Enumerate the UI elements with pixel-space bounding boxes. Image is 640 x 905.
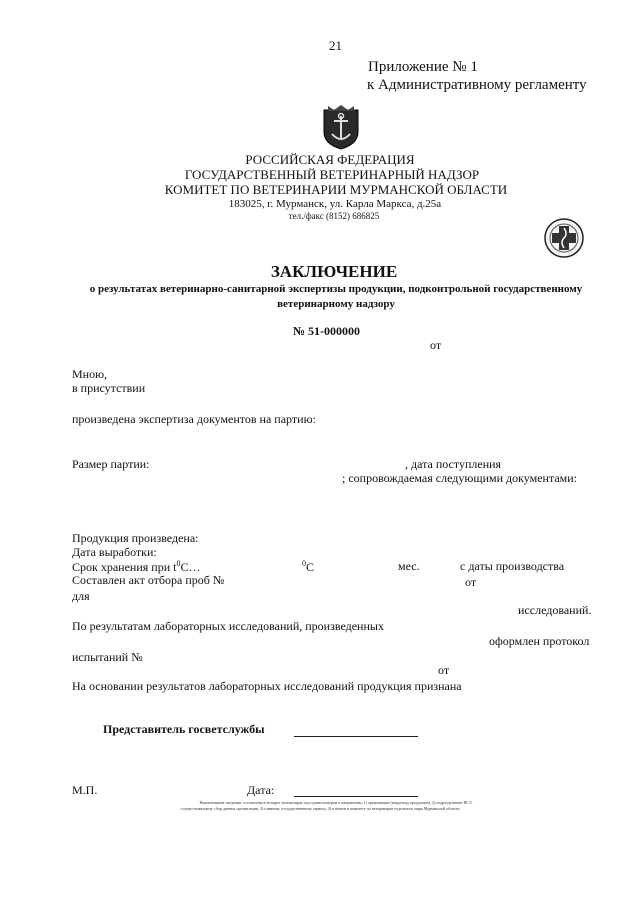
sampling-act-label: Составлен акт отбора проб № — [72, 573, 225, 587]
storage-term-text: Срок хранения при t — [72, 560, 177, 574]
tests-from-label: от — [438, 663, 450, 677]
footnote-line-2: осуществляющему сбор данных организации, 3) главному государственному сервису, 4) в нашем в комитете по ветеринарии отдельного мира Мурманской области — [180, 806, 460, 811]
header-phone: тел./факс (8152) 686825 — [288, 211, 380, 221]
page-number: 21 — [329, 38, 342, 53]
document-subtitle-line-2: ветеринарному надзору — [277, 298, 395, 310]
temperature-degree: 0 — [302, 559, 306, 568]
document-number: № 51-000000 — [293, 324, 361, 338]
months-label: мес. — [398, 559, 420, 573]
mnoyu-label: Мною, — [72, 367, 108, 381]
vet-service-emblem — [543, 217, 585, 259]
accompanied-docs-label: ; сопровождаемая следующими документами: — [342, 471, 578, 485]
expertise-label: произведена экспертиза документов на партию: — [72, 412, 316, 426]
tests-label: испытаний № — [72, 650, 143, 664]
header-committee: КОМИТЕТ ПО ВЕТЕРИНАРИИ МУРМАНСКОЙ ОБЛАСТИ — [164, 182, 508, 197]
document-from-label: от — [430, 338, 442, 352]
lab-results-label: По результатам лабораторных исследований, произведенных — [72, 619, 384, 633]
representative-label: Представитель госветслужбы — [103, 722, 265, 736]
temperature-unit: С — [306, 560, 315, 574]
header-country: РОССИЙСКАЯ ФЕДЕРАЦИЯ — [245, 152, 415, 167]
lot-size-label: Размер партии: — [72, 457, 150, 471]
footnote-line-1: Наименование сведения: составлены в четырех экземплярах под одним номером и направлены: 1) организации (владельцу продукции), 2) подразделению ВСЭ, — [199, 800, 473, 805]
header-service: ГОСУДАРСТВЕННЫЙ ВЕТЕРИНАРНЫЙ НАДЗОР — [184, 167, 480, 182]
document-subtitle-line-1: о результатах ветеринарно-санитарной экспертизы продукции, подконтрольной государственному — [89, 283, 583, 295]
storage-term-unit: С… — [180, 560, 201, 574]
document-title: ЗАКЛЮЧЕНИЕ — [270, 262, 398, 281]
header-address: 183025, г. Мурманск, ул. Карла Маркса, д.25а — [228, 198, 442, 210]
appendix-line-2: к Административному регламенту — [367, 77, 587, 93]
for-label: для — [72, 589, 90, 603]
appendix-line-1: Приложение № 1 — [368, 59, 478, 75]
production-date-label: Дата выработки: — [72, 545, 157, 559]
presence-label: в присутствии — [72, 381, 146, 395]
date-label: Дата: — [247, 783, 275, 797]
research-label: исследований. — [518, 603, 592, 617]
representative-signature-line[interactable] — [294, 736, 418, 737]
arrival-date-label: , дата поступления — [405, 457, 502, 471]
date-signature-line[interactable] — [294, 796, 418, 797]
protocol-label: оформлен протокол — [489, 634, 590, 648]
conclusion-label: На основании результатов лабораторных исследований продукция признана — [72, 679, 462, 693]
stamp-label: М.П. — [72, 783, 98, 797]
coat-of-arms-emblem — [320, 104, 362, 150]
from-production-date-label: с даты производства — [460, 559, 565, 573]
temperature-unit-label — [302, 559, 314, 575]
sampling-act-from-label: от — [465, 575, 477, 589]
produced-label: Продукция произведена: — [72, 531, 199, 545]
storage-term-degree: 0 — [176, 559, 181, 568]
